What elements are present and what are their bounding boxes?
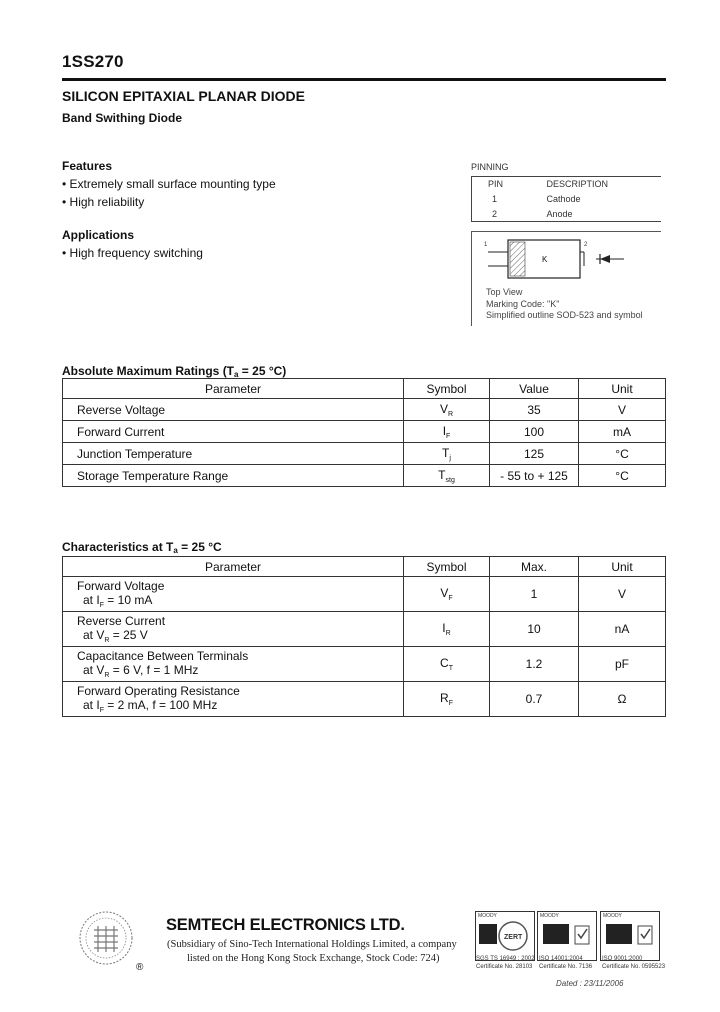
column-header: Value [490, 379, 579, 399]
symbol-sub: stg [445, 476, 455, 484]
cert-brand: MOODY [540, 913, 559, 919]
column-header: Parameter [63, 379, 404, 399]
certification-mark-2 [537, 911, 597, 961]
description-column-header: DESCRIPTION [546, 179, 609, 190]
condition-text: = 10 mA [103, 593, 153, 607]
condition-sub: R [104, 672, 110, 679]
symbol-sub: R [447, 410, 454, 418]
package-outline-drawing [480, 236, 660, 286]
symbol-sub: R [445, 630, 451, 637]
symbol-main: V [440, 586, 449, 600]
pin-column-header: PIN [472, 177, 547, 192]
applications-heading: Applications [62, 228, 135, 242]
parameter-cell [63, 612, 404, 647]
cert-emblem-2 [541, 920, 595, 958]
pin2-label: 2 [584, 242, 588, 248]
condition-text: = 25 V [109, 628, 148, 642]
unit-cell: V [579, 577, 666, 612]
parameter-cell: Reverse Voltage [63, 399, 404, 421]
parameter-name: Forward Operating Resistance [77, 684, 240, 698]
table-row [63, 612, 666, 647]
abs-max-title-suffix: = 25 °C) [238, 364, 287, 378]
abs-max-title-sub: a [234, 370, 239, 379]
parameter-name: Capacitance Between Terminals [77, 649, 249, 663]
value-cell: 125 [490, 443, 579, 465]
device-subtitle: Band Swithing Diode [62, 111, 182, 125]
subsidiary-line: listed on the Hong Kong Stock Exchange, Stock Code: 724) [187, 953, 440, 964]
table-row [63, 647, 666, 682]
value-cell: 100 [490, 421, 579, 443]
pin-number: 2 [472, 207, 547, 222]
symbol-cell [404, 682, 490, 717]
abs-max-title [62, 364, 286, 379]
parameter-cell: Junction Temperature [63, 443, 404, 465]
cert-label-1 [476, 955, 535, 971]
table-row [63, 465, 666, 487]
condition-sub: R [104, 637, 110, 644]
test-condition [77, 698, 403, 714]
symbol-cell [404, 421, 490, 443]
column-header: Parameter [63, 557, 404, 577]
cert-label-line: Certificate No. 28103 [476, 964, 533, 970]
parameter-name: Reverse Current [77, 614, 166, 628]
symbol-main: I [442, 621, 446, 635]
certification-mark-1 [475, 911, 535, 961]
diode-symbol [600, 255, 610, 263]
value-cell: 1 [490, 577, 579, 612]
caption-line: Marking Code: "K" [486, 298, 560, 309]
subsidiary-note [167, 938, 457, 966]
value-cell: - 55 to + 125 [490, 465, 579, 487]
caption-line: Top View [486, 287, 523, 297]
feature-item: • High reliability [62, 195, 145, 209]
symbol-main: T [442, 445, 450, 460]
pinning-table [471, 176, 661, 222]
parameter-cell: Storage Temperature Range [63, 465, 404, 487]
column-header: Symbol [404, 557, 490, 577]
pin-number: 1 [472, 192, 547, 207]
parameter-name: Forward Voltage [77, 579, 165, 593]
registered-mark: ® [136, 962, 144, 973]
table-row [63, 421, 666, 443]
symbol-cell [404, 647, 490, 682]
symbol-main: I [442, 423, 447, 438]
condition-text: = 2 mA, f = 100 MHz [103, 698, 218, 712]
test-condition [77, 628, 403, 644]
header-rule [62, 78, 666, 81]
parameter-cell [63, 647, 404, 682]
condition-text: at I [83, 698, 100, 712]
symbol-main: T [438, 467, 446, 482]
condition-text: at V [83, 628, 105, 642]
parameter-cell [63, 577, 404, 612]
symbol-sub: T [448, 665, 453, 672]
test-condition [77, 593, 403, 609]
pin1-label: 1 [484, 242, 488, 248]
condition-text: at V [83, 663, 105, 677]
abs-max-title-prefix: Absolute Maximum Ratings (T [62, 364, 235, 378]
parameter-cell [63, 682, 404, 717]
marking-letter: K [542, 255, 548, 264]
certification-mark-3 [600, 911, 660, 961]
parameter-cell: Forward Current [63, 421, 404, 443]
cathode-band [510, 242, 525, 276]
table-row [63, 682, 666, 717]
characteristics-title [62, 540, 222, 555]
unit-cell: Ω [579, 682, 666, 717]
column-header: Max. [490, 557, 579, 577]
cert-label-line: Certificate No. 0595523 [602, 964, 666, 970]
symbol-cell [404, 612, 490, 647]
package-caption [486, 287, 643, 322]
subsidiary-line: (Subsidiary of Sino-Tech International Holdings Limited, a company [167, 939, 457, 950]
symbol-sub: F [446, 432, 451, 440]
pin-description: Anode [547, 207, 662, 222]
symbol-cell [404, 399, 490, 421]
column-header: Unit [579, 557, 666, 577]
characteristics-table [62, 556, 666, 717]
column-header: Unit [579, 379, 666, 399]
cert-brand: MOODY [603, 913, 622, 919]
company-name: SEMTECH ELECTRONICS LTD. [166, 916, 405, 934]
application-item: • High frequency switching [62, 246, 203, 260]
table-row [63, 577, 666, 612]
svg-text:ZERT: ZERT [504, 934, 523, 941]
char-title-suffix: = 25 °C [177, 540, 222, 554]
cert-label-line: ISO 9001:2000 [602, 956, 643, 962]
table-row [63, 443, 666, 465]
cert-label-line: SGS TS 16949 : 2002 [476, 956, 535, 962]
condition-text: at I [83, 593, 100, 607]
test-condition [77, 663, 403, 679]
value-cell: 0.7 [490, 682, 579, 717]
symbol-sub: F [448, 700, 453, 707]
symbol-cell [404, 465, 490, 487]
char-title-sub: a [173, 546, 178, 555]
features-heading: Features [62, 159, 113, 173]
cert-label-3 [602, 955, 665, 971]
table-row [63, 399, 666, 421]
unit-cell: V [579, 399, 666, 421]
cert-label-line: Certificate No. 7136 [539, 964, 593, 970]
caption-line: Simplified outline SOD-523 and symbol [486, 310, 643, 320]
symbol-main: C [440, 656, 449, 670]
symbol-cell [404, 577, 490, 612]
char-title-prefix: Characteristics at T [62, 540, 174, 554]
cert-label-2 [539, 955, 592, 971]
dated-label: Dated : 23/11/2006 [556, 979, 624, 988]
unit-cell: °C [579, 465, 666, 487]
column-header: Symbol [404, 379, 490, 399]
condition-sub: F [99, 602, 104, 609]
cert-label-line: ISO 14001:2004 [539, 956, 583, 962]
pinning-heading: PINNING [471, 162, 509, 172]
cert-emblem-1 [479, 920, 533, 958]
feature-item: • Extremely small surface mounting type [62, 177, 276, 191]
symbol-sub: j [449, 454, 451, 462]
symbol-cell [404, 443, 490, 465]
symbol-main: V [439, 401, 448, 416]
device-title: SILICON EPITAXIAL PLANAR DIODE [62, 88, 305, 104]
value-cell: 35 [490, 399, 579, 421]
symbol-sub: F [448, 595, 453, 602]
part-number: 1SS270 [62, 52, 124, 71]
value-cell: 10 [490, 612, 579, 647]
logo-grid [94, 926, 118, 952]
condition-text: = 6 V, f = 1 MHz [109, 663, 199, 677]
unit-cell: nA [579, 612, 666, 647]
unit-cell: mA [579, 421, 666, 443]
unit-cell: pF [579, 647, 666, 682]
pin-description: Cathode [546, 194, 581, 204]
cert-emblem-3 [604, 920, 658, 958]
condition-sub: F [99, 707, 104, 714]
cert-brand: MOODY [478, 913, 497, 919]
abs-max-table [62, 378, 666, 487]
unit-cell: °C [579, 443, 666, 465]
symbol-main: R [440, 691, 449, 705]
value-cell: 1.2 [490, 647, 579, 682]
